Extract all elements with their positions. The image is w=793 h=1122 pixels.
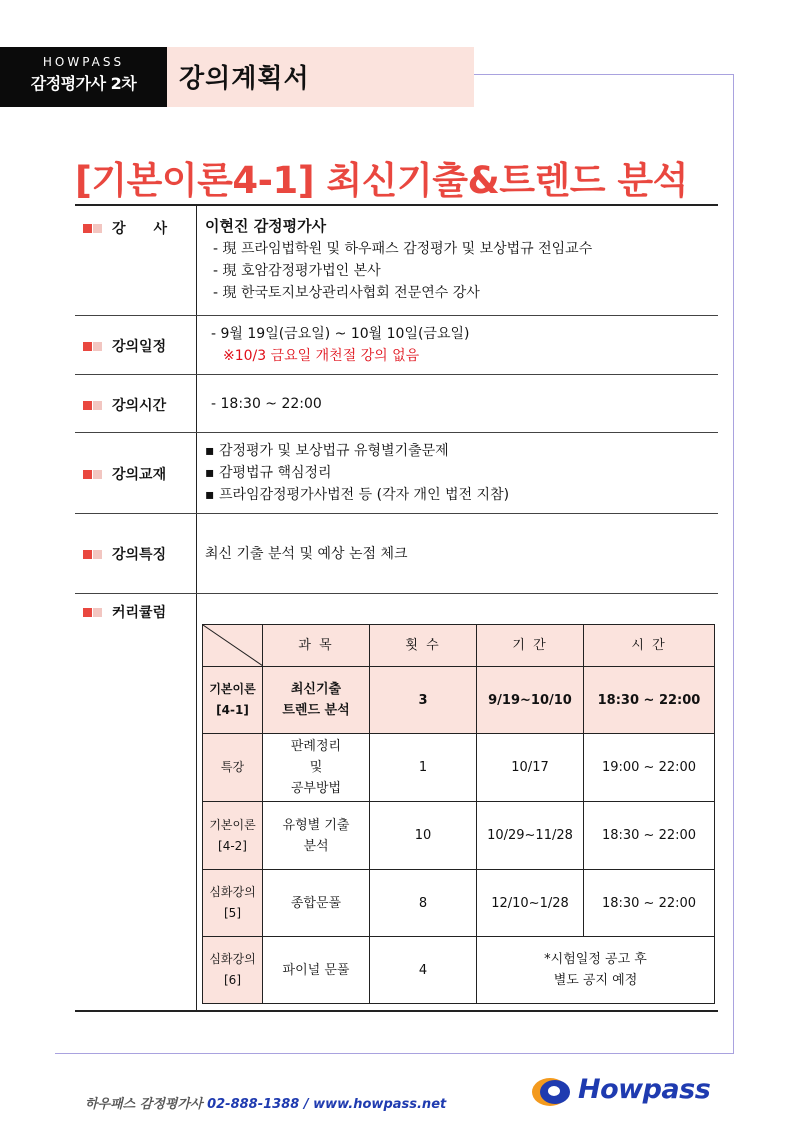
footer-contact [85, 1093, 446, 1112]
period-cell: 10/29~11/28 [477, 802, 584, 870]
textbook-item: ▪ 프라임감정평가사법전 등 (각자 개인 법전 지참) [205, 487, 510, 503]
bullet-square-icon [83, 224, 92, 233]
bullet-square-light-icon [93, 224, 102, 233]
curriculum-header-row [203, 625, 715, 667]
course-cell: 심화강의 [5] [203, 870, 263, 937]
instructor-row [75, 206, 718, 316]
footer-company: 하우패스 감정평가사 [85, 1097, 203, 1112]
time-row [75, 375, 718, 433]
footer-phone: 02-888-1388 [207, 1097, 300, 1112]
header-brand-block [0, 47, 167, 107]
count-cell: 8 [370, 870, 477, 937]
course-cell: 특강 [203, 734, 263, 802]
count-cell: 4 [370, 937, 477, 1004]
schedule-content [211, 323, 469, 367]
bullet-square-icon [83, 550, 92, 559]
diagonal-line-icon [203, 625, 263, 666]
subject-cell: 판례정리 및 공부방법 [263, 734, 370, 802]
features-row [75, 514, 718, 594]
header-time: 시 간 [584, 625, 715, 667]
career-item: - 現 호암감정평가법인 본사 [213, 263, 381, 279]
features-value: 최신 기출 분석 및 예상 논점 체크 [205, 546, 408, 562]
instructor-label: 강 사 [83, 218, 167, 238]
bullet-square-icon [83, 401, 92, 410]
period-time-note-cell: *시험일정 공고 후 별도 공지 예정 [477, 937, 715, 1004]
header-count: 횟 수 [370, 625, 477, 667]
time-value: - 18:30 ~ 22:00 [211, 396, 322, 412]
course-cell: 기본이론 [4-2] [203, 802, 263, 870]
curriculum-table [202, 624, 715, 1004]
bullet-square-light-icon [93, 550, 102, 559]
bullet-square-icon [83, 342, 92, 351]
document-title: 강의계획서 [179, 64, 310, 94]
frame-line-bottom [55, 1053, 734, 1054]
frame-line-right [733, 74, 734, 1054]
subject-cell: 종합문풀 [263, 870, 370, 937]
course-cell: 기본이론 [4-1] [203, 667, 263, 734]
bullet-square-light-icon [93, 401, 102, 410]
table-row [203, 937, 715, 1004]
table-row [203, 734, 715, 802]
bullet-square-light-icon [93, 608, 102, 617]
bullet-square-icon [83, 470, 92, 479]
period-cell: 10/17 [477, 734, 584, 802]
period-cell: 9/19~10/10 [477, 667, 584, 734]
career-item: - 現 프라임법학원 및 하우패스 감정평가 및 보상법규 전임교수 [213, 241, 593, 257]
footer-separator: / [303, 1097, 309, 1112]
count-cell: 10 [370, 802, 477, 870]
lecture-info-table [75, 204, 718, 1012]
features-label: 강의특징 [83, 544, 166, 564]
subject-cell: 유형별 기출 분석 [263, 802, 370, 870]
course-category: 감정평가사 2차 [30, 74, 137, 93]
header-corner-cell [203, 625, 263, 667]
howpass-logo-text: Howpass [578, 1074, 711, 1105]
career-item: - 現 한국토지보상관리사협회 전문연수 강사 [213, 285, 480, 301]
textbook-row [75, 433, 718, 514]
bullet-square-light-icon [93, 342, 102, 351]
table-row [203, 667, 715, 734]
schedule-label: 강의일정 [83, 336, 166, 356]
header-subject: 과 목 [263, 625, 370, 667]
count-cell: 1 [370, 734, 477, 802]
time-label: 강의시간 [83, 395, 166, 415]
bullet-square-light-icon [93, 470, 102, 479]
lecture-title: [기본이론4-1] 최신기출&트렌드 분석 [75, 159, 688, 202]
subject-cell: 파이널 문풀 [263, 937, 370, 1004]
howpass-logo [530, 1074, 720, 1110]
schedule-note: ※10/3 금요일 개천절 강의 없음 [223, 348, 420, 364]
header-period: 기 간 [477, 625, 584, 667]
howpass-logo-icon [530, 1074, 574, 1110]
period-cell: 12/10~1/28 [477, 870, 584, 937]
header-title-block [167, 47, 474, 107]
instructor-career [205, 238, 592, 304]
subject-cell: 최신기출 트렌드 분석 [263, 667, 370, 734]
curriculum-label: 커리큘럼 [83, 602, 166, 622]
instructor-name: 이현진 감정평가사 [205, 217, 327, 235]
textbook-list [205, 440, 509, 506]
bullet-square-icon [83, 608, 92, 617]
textbook-item: ▪ 감정평가 및 보상법규 유형별기출문제 [205, 443, 449, 459]
frame-line-top [474, 74, 734, 75]
table-row [203, 870, 715, 937]
time-cell: 19:00 ~ 22:00 [584, 734, 715, 802]
time-cell: 18:30 ~ 22:00 [584, 870, 715, 937]
count-cell: 3 [370, 667, 477, 734]
schedule-dates: - 9월 19일(금요일) ~ 10월 10일(금요일) [211, 326, 470, 342]
time-cell: 18:30 ~ 22:00 [584, 802, 715, 870]
footer-website[interactable]: www.howpass.net [313, 1097, 447, 1112]
brand-name: HOWPASS [42, 55, 125, 69]
textbook-label: 강의교재 [83, 464, 166, 484]
schedule-row [75, 316, 718, 375]
course-cell: 심화강의 [6] [203, 937, 263, 1004]
textbook-item: ▪ 감평법규 핵심정리 [205, 465, 332, 481]
table-row [203, 802, 715, 870]
instructor-content [205, 214, 592, 304]
time-cell: 18:30 ~ 22:00 [584, 667, 715, 734]
